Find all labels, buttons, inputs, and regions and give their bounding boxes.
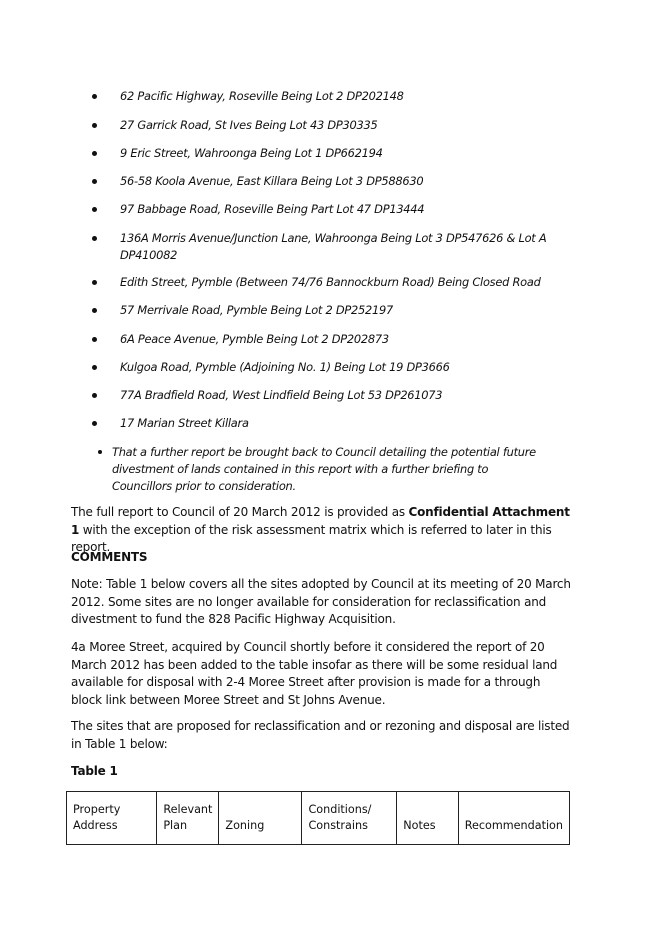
further-report-item: That a further report be brought back to Council detailing the potential future divestment of lands contained in this report with a further briefing to Councillors prior to consideration.: [92, 444, 544, 495]
list-item: 62 Pacific Highway, Roseville Being Lot 2 DP202148: [92, 88, 552, 105]
bullet-icon: [92, 365, 97, 370]
header-cell-relevant-plan: Relevant Plan: [157, 792, 219, 845]
bullet-icon: [92, 179, 97, 184]
list-item: 17 Marian Street Killara: [92, 415, 552, 432]
list-item: Kulgoa Road, Pymble (Adjoining No. 1) Being Lot 19 DP3666: [92, 359, 552, 376]
bullet-icon: [92, 393, 97, 398]
list-item: Edith Street, Pymble (Between 74/76 Bannockburn Road) Being Closed Road: [92, 274, 552, 291]
bullet-icon: [92, 421, 97, 426]
bullet-icon: [92, 207, 97, 212]
full-report-paragraph: The full report to Council of 20 March 2012 is provided as Confidential Attachment 1 with the exception of the risk assessment matrix which is referred to later in this report.: [71, 505, 570, 554]
moree-paragraph: 4a Moree Street, acquired by Council shortly before it considered the report of 20 March 2012 has been added to the table insofar as there will be some residual land available for disposal with 2-4 Moree Street after provision is made for a through block link between Moree Street and St Johns Avenue.: [71, 640, 558, 707]
list-item: 9 Eric Street, Wahroonga Being Lot 1 DP662194: [92, 145, 552, 162]
list-item: 27 Garrick Road, St Ives Being Lot 43 DP30335: [92, 117, 552, 134]
header-cell-conditions: Conditions/ Constrains: [302, 792, 397, 845]
bullet-icon: [98, 450, 102, 454]
header-cell-recommendation: Recommendation: [458, 792, 569, 845]
bullet-icon: [92, 308, 97, 313]
bullet-icon: [92, 337, 97, 342]
bullet-icon: [92, 280, 97, 285]
list-item: 57 Merrivale Road, Pymble Being Lot 2 DP252197: [92, 302, 552, 319]
comments-heading: COMMENTS: [71, 550, 148, 564]
list-item: 6A Peace Avenue, Pymble Being Lot 2 DP202873: [92, 331, 552, 348]
header-cell-property-address: Property Address: [67, 792, 157, 845]
list-item: 97 Babbage Road, Roseville Being Part Lot 47 DP13444: [92, 201, 552, 218]
bullet-icon: [92, 123, 97, 128]
table-header-row: [67, 792, 570, 845]
bullet-icon: [92, 94, 97, 99]
list-item: 136A Morris Avenue/Junction Lane, Wahroonga Being Lot 3 DP547626 & Lot A DP410082: [92, 230, 552, 264]
bullet-icon: [92, 236, 97, 241]
table-title: Table 1: [71, 764, 118, 778]
list-item: 56-58 Koola Avenue, East Killara Being Lot 3 DP588630: [92, 173, 552, 190]
sites-paragraph: The sites that are proposed for reclassification and or rezoning and disposal are listed in Table 1 below:: [71, 719, 570, 751]
bullet-icon: [92, 151, 97, 156]
header-cell-zoning: Zoning: [219, 792, 302, 845]
sites-table: [66, 791, 570, 845]
list-item: 77A Bradfield Road, West Lindfield Being Lot 53 DP261073: [92, 387, 552, 404]
note-paragraph: Note: Table 1 below covers all the sites adopted by Council at its meeting of 20 March 2012. Some sites are no longer available for consideration for reclassification and divestment to fund the 828 Pacific Highway Acquisition.: [71, 577, 571, 626]
confidential-attachment-ref: Confidential Attachment 1: [71, 505, 570, 537]
header-cell-notes: Notes: [397, 792, 458, 845]
